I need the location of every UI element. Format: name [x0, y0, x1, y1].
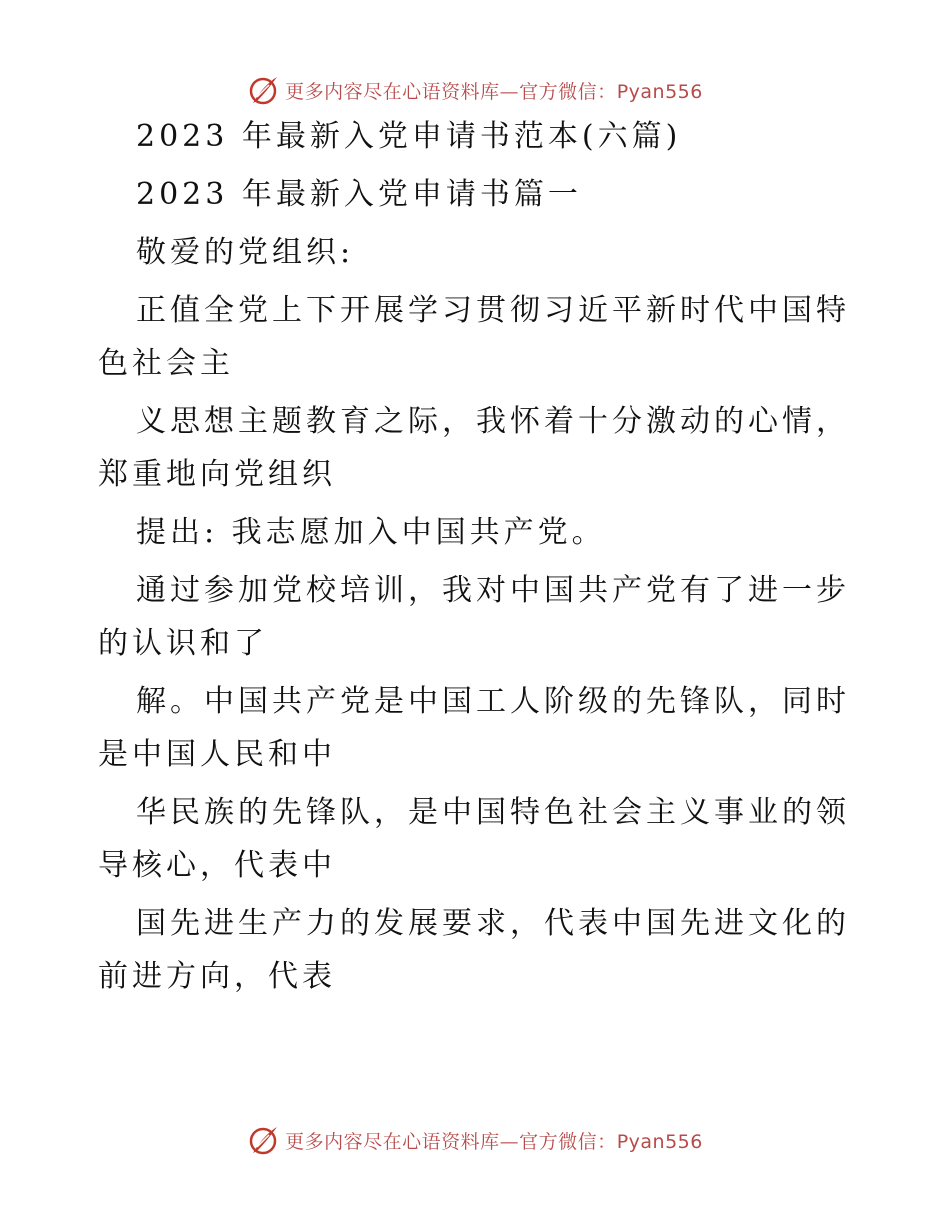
document-title: 2023 年最新入党申请书范本(六篇) — [136, 119, 682, 154]
paragraph-line: 通过参加党校培训，我对中国共产党有了进一步 — [136, 573, 850, 608]
paragraph-line: 正值全党上下开展学习贯彻习近平新时代中国特 — [136, 293, 850, 328]
paragraph-line: 郑重地向党组织 — [98, 457, 336, 492]
watermark-wechat-label: 官方微信： — [519, 1130, 617, 1153]
paragraph-line: 是中国人民和中 — [98, 737, 336, 772]
watermark-text — [285, 1127, 703, 1154]
paragraph-line: 色社会主 — [98, 346, 234, 381]
watermark-text — [285, 77, 703, 104]
salutation: 敬爱的党组织: — [136, 235, 355, 270]
paragraph-line: 前进方向，代表 — [98, 959, 336, 994]
watermark-site: 更多内容尽在心语资料库 — [285, 80, 500, 103]
document-subtitle: 2023 年最新入党申请书篇一 — [136, 177, 582, 212]
watermark-wechat-id: Pyan556 — [616, 1130, 703, 1153]
watermark-separator: — — [499, 1130, 520, 1153]
paragraph-line: 义思想主题教育之际，我怀着十分激动的心情， — [136, 404, 850, 439]
document-body — [98, 119, 858, 994]
paragraph-line: 提出: 我志愿加入中国共产党。 — [136, 515, 606, 550]
paragraph-line: 解。中国共产党是中国工人阶级的先锋队，同时 — [136, 684, 850, 719]
paragraph-line: 导核心，代表中 — [98, 848, 336, 883]
watermark-wechat-label: 官方微信： — [519, 80, 617, 103]
quill-pen-logo-icon — [247, 73, 281, 107]
footer-watermark — [0, 1120, 950, 1160]
watermark-separator: — — [499, 80, 520, 103]
paragraph-line: 华民族的先锋队，是中国特色社会主义事业的领 — [136, 795, 850, 830]
paragraph-line: 的认识和了 — [98, 626, 268, 661]
watermark-site: 更多内容尽在心语资料库 — [285, 1130, 500, 1153]
header-watermark — [0, 70, 950, 110]
quill-pen-logo-icon — [247, 1123, 281, 1157]
watermark-wechat-id: Pyan556 — [616, 80, 703, 103]
paragraph-line: 国先进生产力的发展要求，代表中国先进文化的 — [136, 906, 850, 941]
